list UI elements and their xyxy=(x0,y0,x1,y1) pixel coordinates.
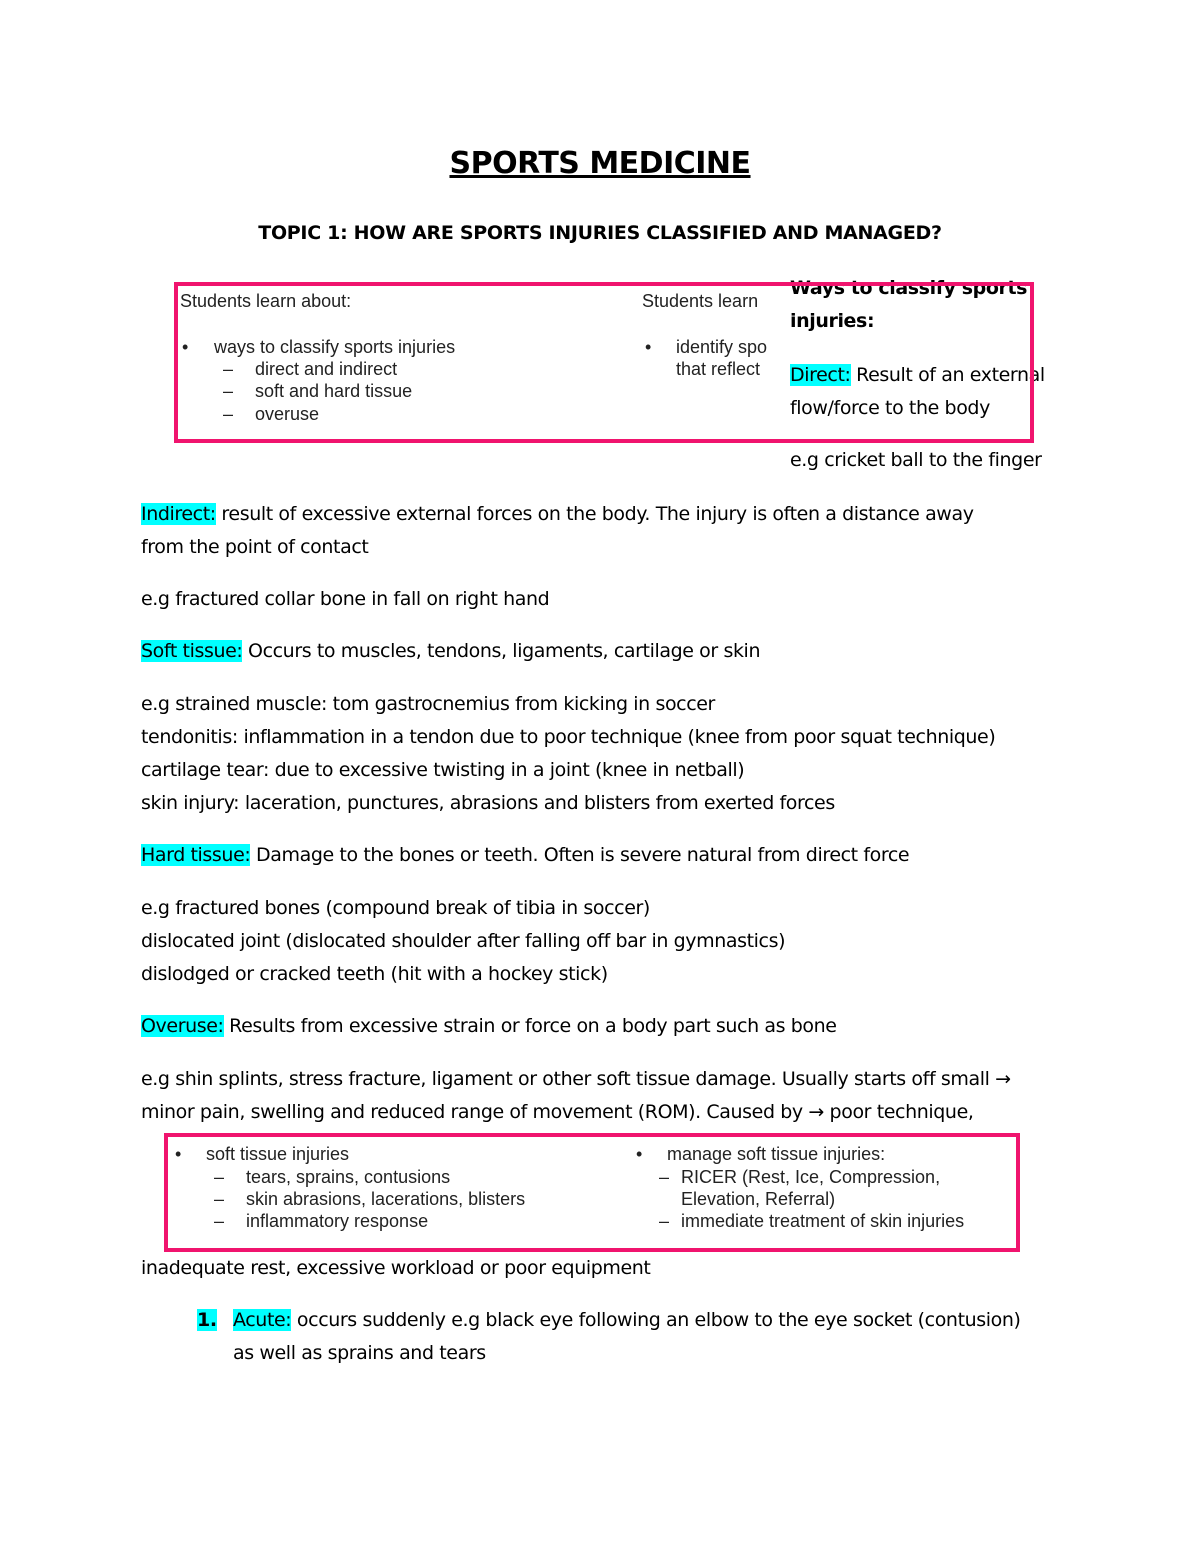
overuse-line: Overuse: Results from excessive strain or force on a body part such as bone xyxy=(141,1015,837,1037)
syllabus-bullet: soft tissue injuries xyxy=(206,1144,350,1164)
syllabus-sub-item: skin abrasions, lacerations, blisters xyxy=(246,1189,526,1209)
dash-icon: – xyxy=(214,1189,225,1209)
syllabus-sub-item: soft and hard tissue xyxy=(255,381,413,401)
dash-icon: – xyxy=(214,1211,225,1231)
list-item: tendonitis: inflammation in a tendon due to poor technique (knee from poor squat technique) xyxy=(141,726,996,748)
syllabus-right-bullet: manage soft tissue injuries: xyxy=(667,1144,886,1164)
indirect-line-2: from the point of contact xyxy=(141,536,369,558)
side-heading: Ways to classify sports injuries: xyxy=(790,277,1028,332)
direct-label: Direct: xyxy=(790,364,851,386)
highlight-box-bottom xyxy=(164,1133,1020,1252)
dash-icon: – xyxy=(223,359,234,379)
dash-icon: – xyxy=(659,1211,670,1231)
indirect-example: e.g fractured collar bone in fall on right hand xyxy=(141,588,550,610)
hard-tissue-label: Hard tissue: xyxy=(141,844,251,866)
syllabus-sub-item: RICER (Rest, Ice, Compression, xyxy=(681,1167,941,1187)
page-title: SPORTS MEDICINE xyxy=(449,146,751,181)
dash-icon: – xyxy=(223,404,234,424)
overuse-example-2: minor pain, swelling and reduced range of movement (ROM). Caused by → poor technique, xyxy=(141,1101,974,1123)
dash-icon: – xyxy=(659,1167,670,1187)
highlight-box-top xyxy=(174,282,1034,443)
bullet-icon: • xyxy=(182,337,189,357)
syllabus-left-heading: Students learn about: xyxy=(180,291,352,311)
list-item: dislocated joint (dislocated shoulder after falling off bar in gymnastics) xyxy=(141,930,786,952)
indirect-label: Indirect: xyxy=(141,503,216,525)
list-item: dislodged or cracked teeth (hit with a hockey stick) xyxy=(141,963,608,985)
list-item: e.g strained muscle: tom gastrocnemius from kicking in soccer xyxy=(141,693,715,715)
overuse-example-1: e.g shin splints, stress fracture, ligament or other soft tissue damage. Usually starts off small → xyxy=(141,1068,1011,1090)
soft-tissue-examples xyxy=(141,688,995,820)
bullet-icon: • xyxy=(175,1144,182,1164)
list-item: skin injury: laceration, punctures, abrasions and blisters from exerted forces xyxy=(141,792,835,814)
syllabus-sub-item: immediate treatment of skin injuries xyxy=(681,1211,965,1231)
syllabus-sub-item: tears, sprains, contusions xyxy=(246,1167,451,1187)
syllabus-right-bullet: identify spo xyxy=(676,337,768,357)
bullet-icon: • xyxy=(645,337,652,357)
syllabus-right-bullet-cont: that reflect xyxy=(676,359,761,379)
overuse-label: Overuse: xyxy=(141,1015,224,1037)
syllabus-sub-item: overuse xyxy=(255,404,320,424)
soft-tissue-label: Soft tissue: xyxy=(141,640,243,662)
acute-number: 1. xyxy=(197,1309,217,1331)
acute-label: Acute: xyxy=(233,1309,292,1331)
list-item: cartilage tear: due to excessive twisting in a joint (knee in netball) xyxy=(141,759,745,781)
topic-heading: TOPIC 1: HOW ARE SPORTS INJURIES CLASSIFIED AND MANAGED? xyxy=(258,222,942,244)
list-item: e.g fractured bones (compound break of tibia in soccer) xyxy=(141,897,650,919)
direct-line-2: flow/force to the body xyxy=(790,397,990,419)
syllabus-sub-item: direct and indirect xyxy=(255,359,398,379)
direct-line: Direct: Result of an external xyxy=(790,364,1045,386)
indirect-line: Indirect: result of excessive external forces on the body. The injury is often a distance away xyxy=(141,503,974,525)
overuse-example-3: inadequate rest, excessive workload or poor equipment xyxy=(141,1257,651,1279)
syllabus-bullet: ways to classify sports injuries xyxy=(214,337,456,357)
acute-line-2: as well as sprains and tears xyxy=(233,1342,486,1364)
acute-line: Acute: occurs suddenly e.g black eye following an elbow to the eye socket (contusion) xyxy=(233,1309,1021,1331)
bullet-icon: • xyxy=(636,1144,643,1164)
syllabus-sub-item: inflammatory response xyxy=(246,1211,429,1231)
dash-icon: – xyxy=(223,381,234,401)
syllabus-sub-item-cont: Elevation, Referral) xyxy=(681,1189,836,1209)
hard-tissue-examples xyxy=(141,892,785,991)
hard-tissue-line: Hard tissue: Damage to the bones or teeth. Often is severe natural from direct force xyxy=(141,844,910,866)
soft-tissue-line: Soft tissue: Occurs to muscles, tendons, ligaments, cartilage or skin xyxy=(141,640,761,662)
syllabus-right-heading: Students learn xyxy=(642,291,759,311)
direct-example: e.g cricket ball to the finger xyxy=(790,449,1042,471)
dash-icon: – xyxy=(214,1167,225,1187)
